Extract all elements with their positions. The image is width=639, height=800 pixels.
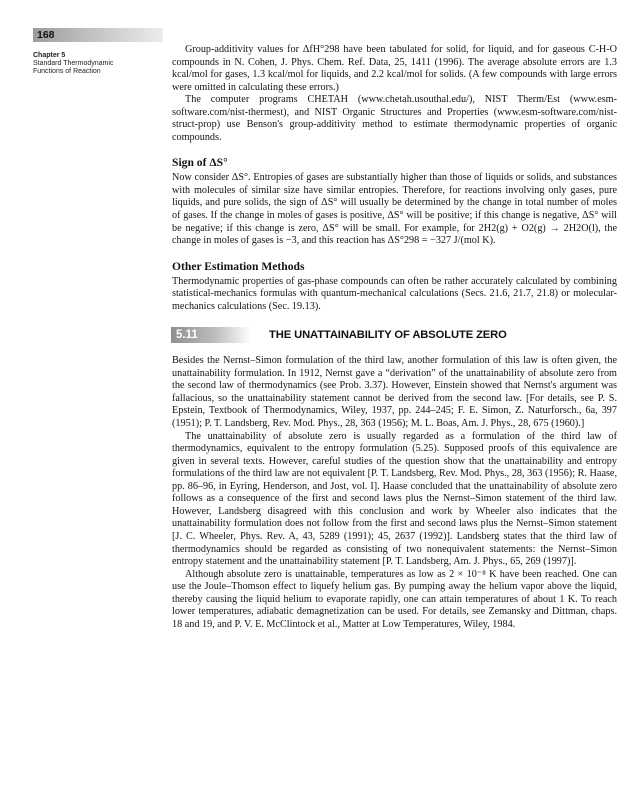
heading-other-estimation-methods: Other Estimation Methods: [172, 259, 305, 273]
chapter-title-line-1: Standard Thermodynamic: [33, 60, 114, 67]
paragraph-computer-programs: The computer programs CHETAH (www.chetah.usouthal.edu/), NIST Therm/Est (www.esm-software.com/nist-thermest), and NIST Organic Structures and Properties (www.esm-software.com/nist-struct-prop) use Benson's group-additivity method to estimate thermodynamic properties of organic compounds.: [172, 94, 617, 143]
page-number-bar: [33, 28, 163, 42]
paragraph-unattainability-intro: Besides the Nernst–Simon formulation of the third law, another formulation of this law is often given, the unattainability formulation. In 1912, Nernst gave a “derivation” of the unattainability of absolute zero from the second law of thermodynamics (see Prob. 3.37). However, Einstein showed that Nernst's argument was fallacious, so the unattainability statement cannot be derived from the second law. [For details, see P. S. Epstein, Textbook of Thermodynamics, Wiley, 1937, pp. 244–245; F. E. Simon, Z. Naturforsch., 6a, 397 (1951); P. T. Landsberg, Rev. Mod. Phys., 28, 363 (1956); M. L. Boas, Am. J. Phys., 28, 675 (1960).]: [172, 355, 617, 430]
heading-sign-of-entropy: Sign of ΔS°: [172, 156, 228, 170]
main-text-column: [172, 44, 617, 631]
page-number: 168: [37, 29, 55, 41]
chapter-label: Chapter 5: [33, 52, 66, 59]
paragraph-other-estimation: Thermodynamic properties of gas-phase compounds can often be rather accurately calculated by combining statistical-mechanics formulas with quantum-mechanical calculations (Secs. 21.6, 21.7, 21.8) or molecular-mechanics calculations (Sec. 19.13).: [172, 275, 617, 312]
section-number: 5.11: [176, 329, 198, 342]
section-number-bar: [171, 327, 251, 343]
paragraph-sign-of-entropy: Now consider ΔS°. Entropies of gases are substantially higher than those of liquids or solids, and substances with molecules of similar size have similar entropies. Therefore, for reactions involving only gases, pure liquids, and pure solids, the sign of ΔS° will usually be determined by the change in total number of moles of gases. If the change in moles of gases is positive, ΔS° will be positive; if this change is negative, ΔS° will be negative; if this change is zero, ΔS° will be small. For example, for 2H2(g) + O2(g) → 2H2O(l), the change in moles of gases is −3, and this reaction has ΔS°298 = −327 J/(mol K).: [172, 172, 617, 247]
running-head: [33, 52, 163, 76]
section-title: THE UNATTAINABILITY OF ABSOLUTE ZERO: [269, 329, 507, 342]
paragraph-unattainability-equivalence: The unattainability of absolute zero is usually regarded as a formulation of the third law of thermodynamics, equivalent to the entropy formulation (5.25). Supposed proofs of this equivalence are given in several texts. However, careful studies of the question show that the unattainability and entropy formulations of the third law are not equivalent [P. T. Landsberg, Rev. Mod. Phys., 28, 363 (1956); R. Haase, pp. 86–96, in Eyring, Henderson, and Jost, vol. I]. Haase concluded that the unattainability of absolute zero follows as a consequence of the first and second laws plus the Nernst–Simon statement of the third law. However, Landsberg disagreed with this conclusion and work by Wheeler also indicates that the unattainability formulation does not follow from the first and second laws plus the Nernst–Simon statement [J. C. Wheeler, Phys. Rev. A, 43, 5289 (1991); 45, 2637 (1992)]. Landsberg states that the third law of thermodynamics should be regarded as consisting of two nonequivalent statements: the Nernst–Simon entropy statement and the unattainability statement [P. T. Landsberg, Am. J. Phys., 65, 269 (1997)].: [172, 430, 617, 568]
section-heading: [171, 327, 617, 343]
chapter-title-line-2: Functions of Reaction: [33, 68, 101, 75]
paragraph-low-temperatures: Although absolute zero is unattainable, temperatures as low as 2 × 10⁻⁸ K have been reached. One can use the Joule–Thomson effect to liquefy helium gas. By pumping away the helium vapor above the liquid, thereby causing the liquid helium to evaporate rapidly, one can attain temperatures of about 1 K. To reach lower temperatures, adiabatic demagnetization can be used. For details, see Zemansky and Dittman, chaps. 18 and 19, and P. V. E. McClintock et al., Matter at Low Temperatures, Wiley, 1984.: [172, 568, 617, 630]
paragraph-group-additivity: Group-additivity values for ΔfH°298 have been tabulated for solid, for liquid, and for gaseous C-H-O compounds in N. Cohen, J. Phys. Chem. Ref. Data, 25, 1411 (1996). The average absolute errors are 1.3 kcal/mol for gases, 1.3 kcal/mol for liquids, and 2.2 kcal/mol for solids. (A few compounds with large errors were omitted in calculating these errors.): [172, 44, 617, 93]
